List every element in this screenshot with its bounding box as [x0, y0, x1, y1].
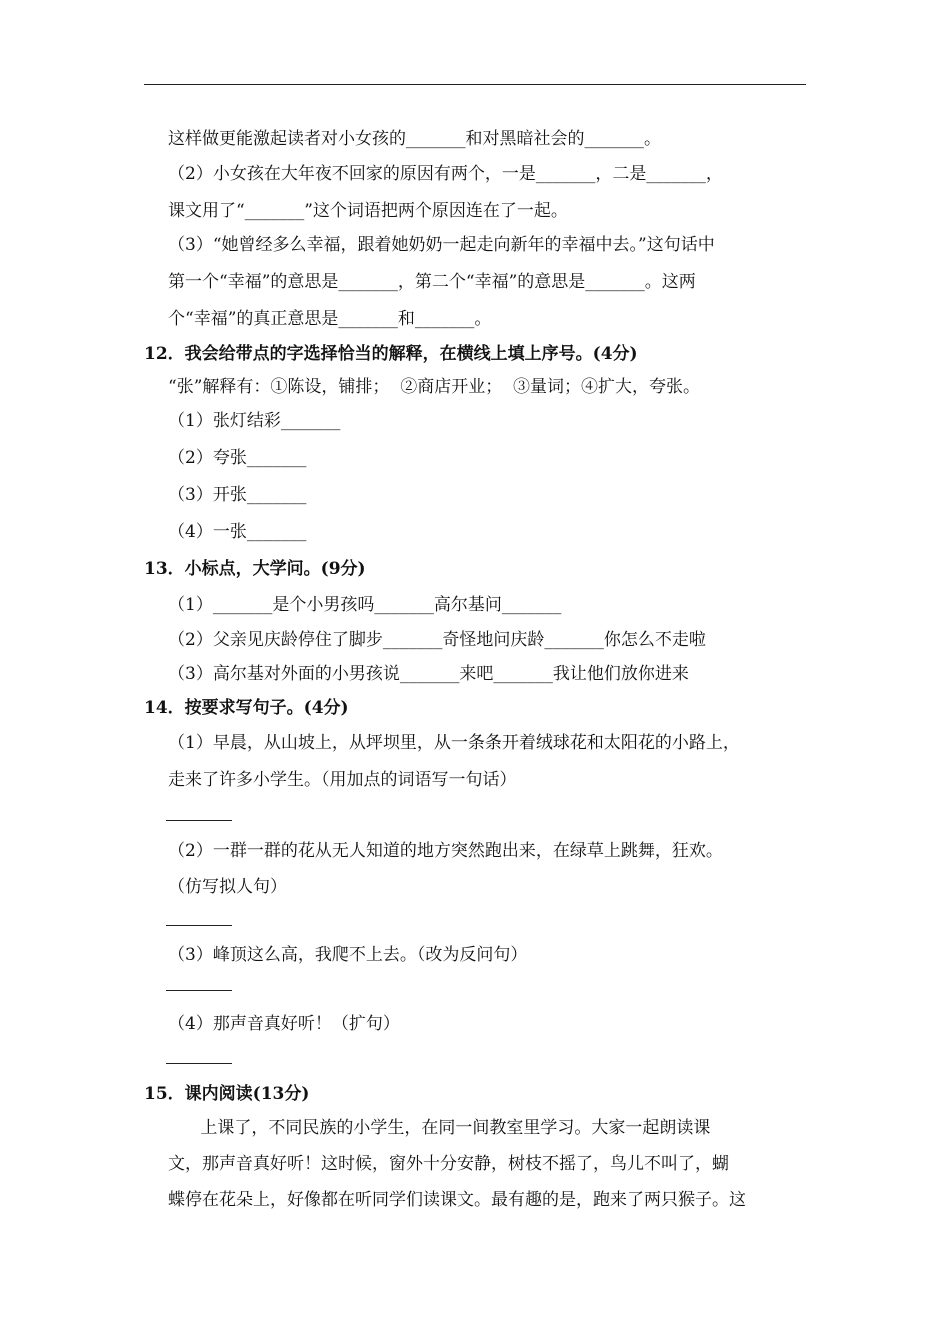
q11-line-a: 这样做更能激起读者对小女孩的_______和对黑暗社会的_______。 [168, 129, 661, 149]
q12-item-1: （1）张灯结彩_______ [168, 411, 341, 431]
q12-intro: “张”解释有：①陈设，铺排； ②商店开业； ③量词；④扩大，夸张。 [168, 377, 700, 397]
q13-item-3: （3）高尔基对外面的小男孩说_______来吧_______我让他们放你进来 [168, 664, 689, 684]
q14-s2-b: （仿写拟人句） [168, 877, 287, 897]
q11-sub3-c: 个“幸福”的真正意思是_______和_______。 [168, 309, 492, 329]
q13-heading: 13．小标点，大学问。(9分) [144, 559, 366, 579]
q11-sub3-a: （3）“她曾经多么幸福，跟着她奶奶一起走向新年的幸福中去。”这句话中 [168, 235, 715, 255]
q14-s4: （4）那声音真好听！（扩句） [168, 1014, 400, 1034]
q15-paragraph-line-1: 上课了，不同民族的小学生，在同一间教室里学习。大家一起朗读课 [168, 1118, 711, 1138]
q11-sub2-a: （2）小女孩在大年夜不回家的原因有两个，一是_______，二是_______， [168, 164, 723, 184]
q15-heading: 15．课内阅读(13分) [144, 1084, 310, 1104]
answer-line-2[interactable] [166, 925, 232, 926]
q12-heading: 12．我会给带点的字选择恰当的解释，在横线上填上序号。(4分) [144, 344, 638, 364]
q12-item-4: （4）一张_______ [168, 522, 307, 542]
q11-sub2-b: 课文用了“_______”这个词语把两个原因连在了一起。 [168, 201, 568, 221]
q13-item-2: （2）父亲见庆龄停住了脚步_______奇怪地问庆龄_______你怎么不走啦 [168, 630, 706, 650]
answer-line-3[interactable] [166, 990, 232, 991]
q14-s3: （3）峰顶这么高，我爬不上去。（改为反问句） [168, 945, 528, 965]
q14-s2-a: （2）一群一群的花从无人知道的地方突然跑出来，在绿草上跳舞，狂欢。 [168, 841, 723, 861]
q14-s1-b: 走来了许多小学生。（用加点的词语写一句话） [168, 770, 517, 790]
q12-item-2: （2）夸张_______ [168, 448, 307, 468]
answer-line-4[interactable] [166, 1063, 232, 1064]
q15-paragraph-line-2: 文，那声音真好听！这时候，窗外十分安静，树枝不摇了，鸟儿不叫了，蝴 [168, 1154, 729, 1174]
q14-heading: 14．按要求写句子。(4分) [144, 698, 349, 718]
q14-s1-a: （1）早晨，从山坡上，从坪坝里，从一条条开着绒球花和太阳花的小路上， [168, 733, 740, 753]
q11-sub3-b: 第一个“幸福”的意思是_______，第二个“幸福”的意思是_______。这两 [168, 272, 696, 292]
q12-item-3: （3）开张_______ [168, 485, 307, 505]
q13-item-1: （1）_______是个小男孩吗_______高尔基问_______ [168, 595, 562, 615]
q15-paragraph-line-3: 蝶停在花朵上，好像都在听同学们读课文。最有趣的是，跑来了两只猴子。这 [168, 1190, 746, 1210]
top-rule [144, 84, 806, 85]
answer-line-1[interactable] [166, 820, 232, 821]
